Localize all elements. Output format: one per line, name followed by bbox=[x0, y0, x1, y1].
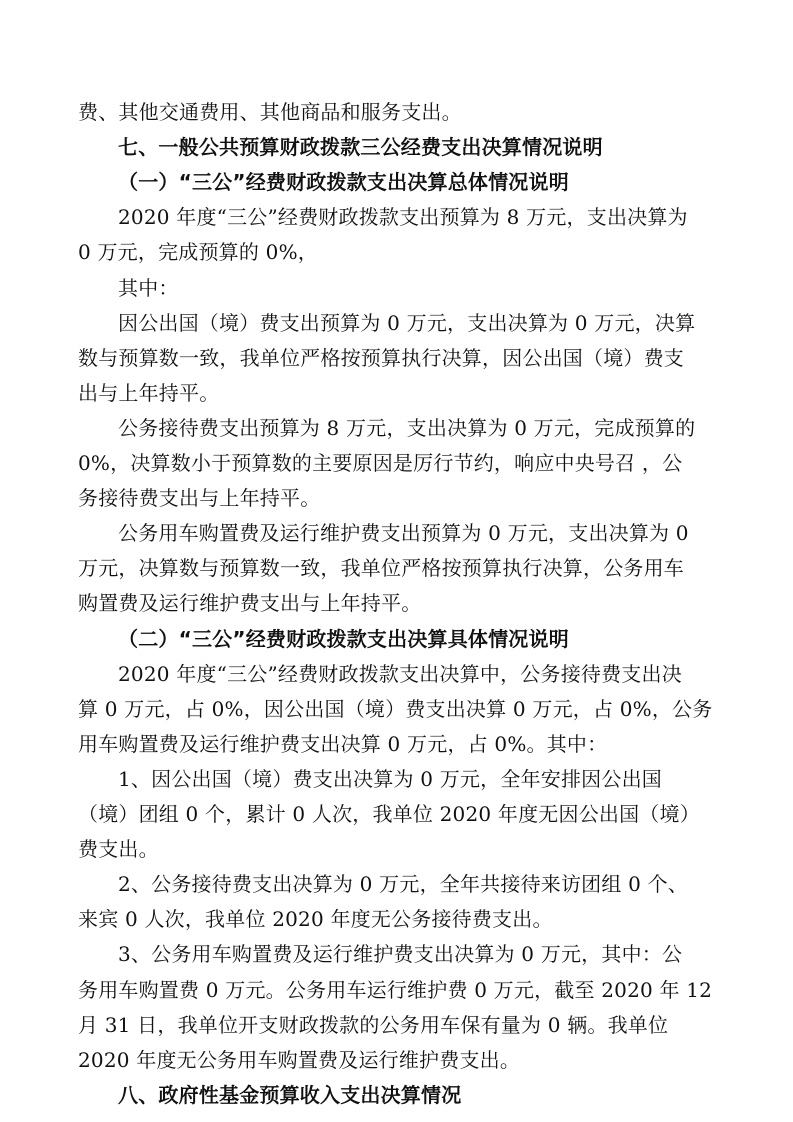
section-heading-8: 八、政府性基金预算收入支出决算情况 bbox=[118, 1082, 462, 1107]
paragraph-line: 来宾 0 人次，我单位 2020 年度无公务接待费支出。 bbox=[78, 907, 553, 932]
paragraph-line: 2020 年度“三公”经费财政拨款支出决算中，公务接待费支出决 bbox=[118, 661, 682, 686]
subsection-heading-2: （二）“三公”经费财政拨款支出决算具体情况说明 bbox=[118, 626, 569, 651]
paragraph-line: 1、因公出国（境）费支出决算为 0 万元，全年安排因公出国 bbox=[118, 766, 662, 791]
paragraph-line: 费、其他交通费用、其他商品和服务支出。 bbox=[78, 100, 462, 124]
paragraph-line: 0%，决算数小于预算数的主要原因是厉行节约，响应中央号召 ，公 bbox=[78, 451, 683, 475]
paragraph-line: 务接待费支出与上年持平。 bbox=[78, 486, 321, 511]
paragraph-line: 其中： bbox=[118, 275, 179, 300]
paragraph-line: 2020 年度无公务用车购置费及运行维护费支出。 bbox=[78, 1047, 521, 1072]
paragraph-line: 0 万元，完成预算的 0%， bbox=[78, 240, 318, 265]
paragraph-line: 用车购置费及运行维护费支出决算 0 万元，占 0%。其中： bbox=[78, 731, 608, 756]
subsection-heading-1: （一）“三公”经费财政拨款支出决算总体情况说明 bbox=[118, 170, 569, 195]
section-heading-7: 七、一般公共预算财政拨款三公经费支出决算情况说明 bbox=[118, 135, 603, 160]
paragraph-line: 3、公务用车购置费及运行维护费支出决算为 0 万元，其中：公 bbox=[118, 942, 683, 967]
paragraph-line: 出与上年持平。 bbox=[78, 380, 220, 405]
paragraph-line: 2、公务接待费支出决算为 0 万元，全年共接待来访团组 0 个、 bbox=[118, 872, 689, 897]
paragraph-line: （境）团组 0 个，累计 0 人次，我单位 2020 年度无因公出国（境） bbox=[78, 802, 700, 826]
paragraph-line: 公务用车购置费及运行维护费支出预算为 0 万元，支出决算为 0 bbox=[118, 521, 689, 546]
paragraph-line: 数与预算数一致，我单位严格按预算执行决算，因公出国（境）费支 bbox=[78, 345, 684, 370]
paragraph-line: 万元，决算数与预算数一致，我单位严格按预算执行决算，公务用车 bbox=[78, 556, 684, 581]
paragraph-line: 购置费及运行维护费支出与上年持平。 bbox=[78, 591, 422, 616]
paragraph-line: 费支出。 bbox=[78, 837, 159, 862]
paragraph-line: 公务接待费支出预算为 8 万元，支出决算为 0 万元，完成预算的 bbox=[118, 415, 696, 440]
paragraph-line: 2020 年度“三公”经费财政拨款支出预算为 8 万元，支出决算为 bbox=[118, 205, 688, 230]
paragraph-line: 因公出国（境）费支出预算为 0 万元，支出决算为 0 万元，决算 bbox=[118, 310, 696, 335]
paragraph-line: 月 31 日，我单位开支财政拨款的公务用车保有量为 0 辆。我单位 bbox=[78, 1012, 669, 1037]
paragraph-line: 务用车购置费 0 万元。公务用车运行维护费 0 万元，截至 2020 年 12 bbox=[78, 977, 713, 1002]
paragraph-line: 算 0 万元，占 0%，因公出国（境）费支出决算 0 万元，占 0%，公务 bbox=[78, 696, 713, 721]
